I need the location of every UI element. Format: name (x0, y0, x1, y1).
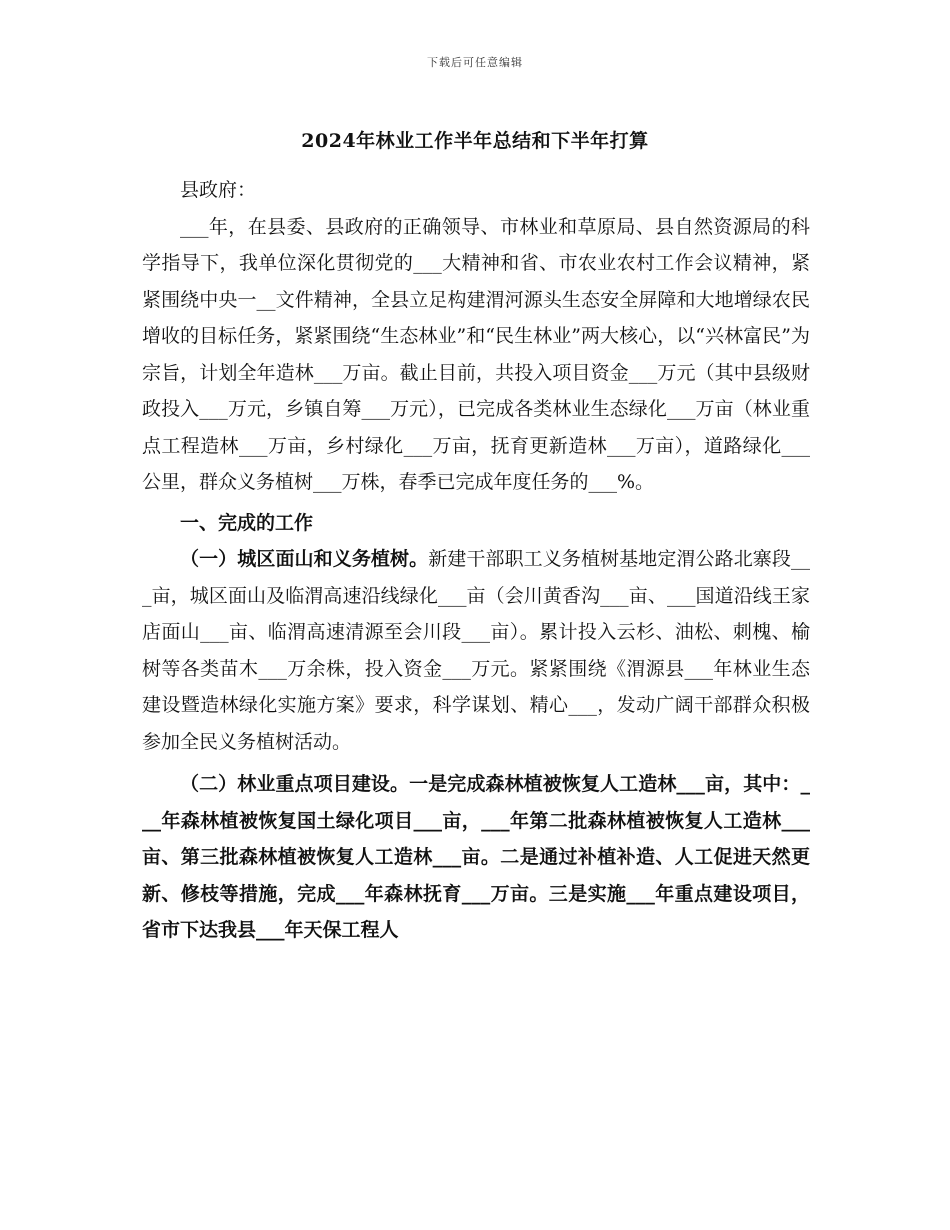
subsection-2-lead: （二）林业重点项目建设。 (180, 773, 410, 795)
intro-paragraph: ___年，在县委、县政府的正确领导、市林业和草原局、县自然资源局的科学指导下，我单位深化贯彻党的___大精神和省、市农业农村工作会议精神，紧紧围绕中央一__文件精神，全县立足构建渭河源头生态安全屏障和大地增绿农民增收的目标任务，紧紧围绕“生态林业”和“民生林业”两大核心，以“兴林富民”为宗旨，计划全年造林___万亩。截止目前，共投入项目资金___万元（其中县级财政投入___万元，乡镇自筹___万元），已完成各类林业生态绿化___万亩（林业重点工程造林___万亩，乡村绿化___万亩，抚育更新造林___万亩），道路绿化___公里，群众义务植树___万株，春季已完成年度任务的___%。 (142, 215, 810, 493)
document-body (142, 172, 810, 949)
subsection-2-paragraph (142, 766, 810, 949)
subsection-1-text: 新建干部职工义务植树基地定渭公路北寨段___亩，城区面山及临渭高速沿线绿化___亩（会川黄香沟___亩、___国道沿线王家店面山___亩、临渭高速清源至会川段___亩）。累计投入云杉、油松、刺槐、榆树等各类苗木___万余株，投入资金___万元。紧紧围绕《渭源县___年林业生态建设暨造林绿化实施方案》要求，科学谋划、精心___，发动广阔干部群众积极参加全民义务植树活动。 (142, 548, 810, 753)
section-heading-completed-work: 一、完成的工作 (180, 511, 314, 534)
header-note: 下载后可任意编辑 (427, 56, 523, 69)
subsection-1-lead: （一）城区面山和义务植树。 (180, 548, 429, 570)
subsection-1-paragraph (142, 541, 810, 760)
subsection-2-text: 一是完成森林植被恢复人工造林___亩，其中：___年森林植被恢复国土绿化项目___亩，___年第二批森林植被恢复人工造林___亩、第三批森林植被恢复人工造林___亩。二是通过补植补造、人工促进天然更新、修枝等措施，完成___年森林抚育___万亩。三是实施___年重点建设项目，省市下达我县___年天保工程人 (142, 773, 810, 941)
salutation: 县政府： (180, 179, 257, 201)
document-title: 2024年林业工作半年总结和下半年打算 (301, 130, 649, 152)
